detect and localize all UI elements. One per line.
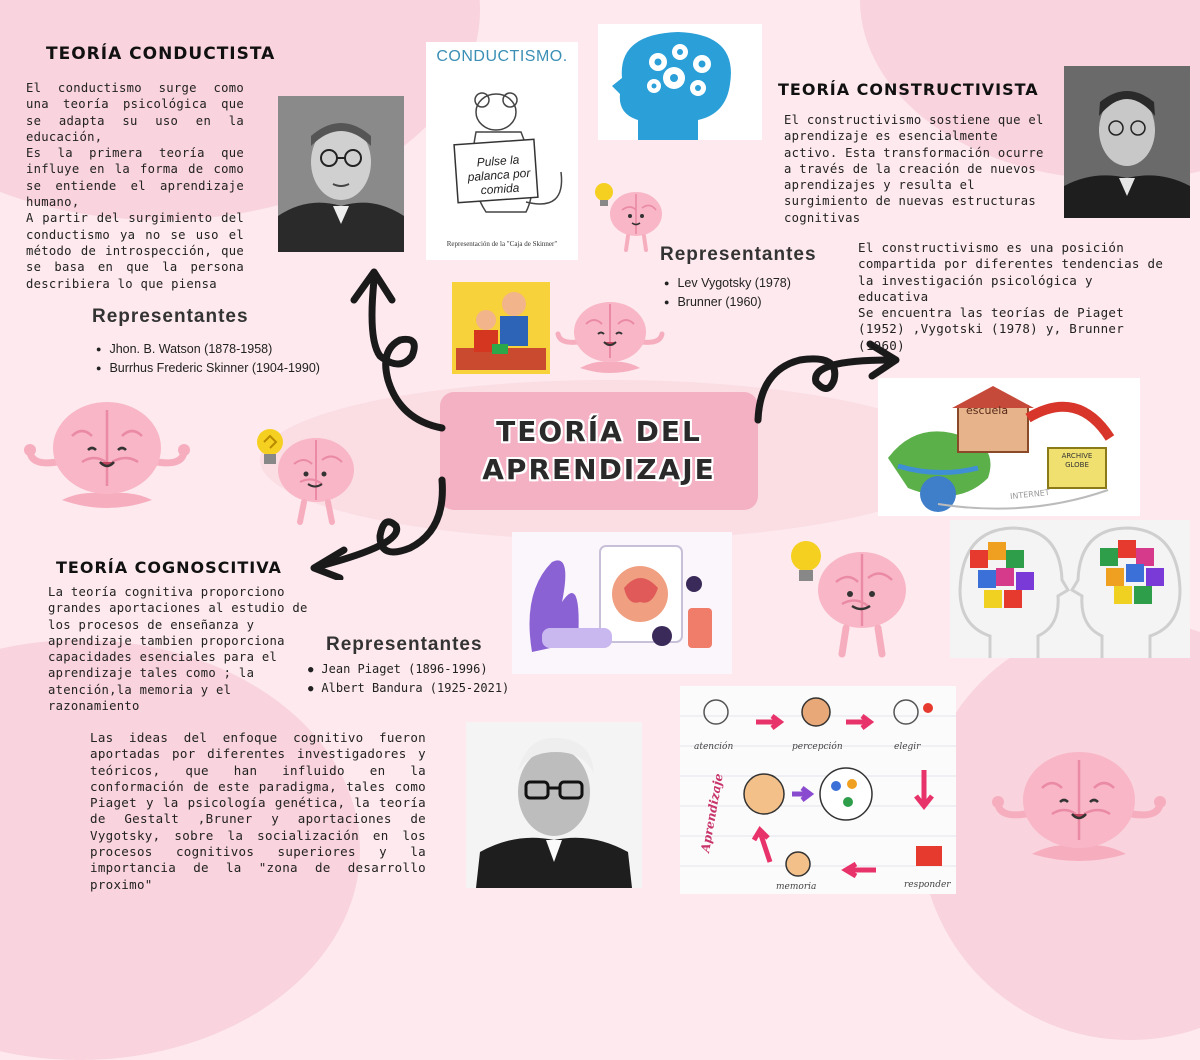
conductista-reps-list bbox=[96, 340, 320, 378]
brain-mascot-idea-left bbox=[250, 420, 360, 526]
rep-watson: ● Jhon. B. Watson (1878-1958) bbox=[96, 340, 320, 359]
arrow-to-conductista bbox=[340, 260, 460, 440]
children-playing-image bbox=[452, 282, 550, 374]
cognition-illustration bbox=[512, 532, 732, 674]
cycle-label-elegir: elegir bbox=[894, 742, 921, 752]
skinner-box-image bbox=[426, 42, 578, 260]
constructivista-reps-title: Representantes bbox=[660, 244, 817, 265]
cognoscitiva-paragraph: La teoría cognitiva proporciono grandes aportaciones al estudio de los procesos de enseñanza y aprendizaje tambien proporciona capacidades esenciales para el aprendizaje tales como ; la atención,la memoria y el razonamiento bbox=[48, 585, 308, 714]
brain-mascot-meditating-left bbox=[22, 396, 192, 514]
constructivista-paragraph: El constructivismo sostiene que el aprendizaje es esencialmente activo. Esta transformación ocurre a través de la creación de nuevos aprendizajes y resulta el surgimiento de nuevas estructuras cognitivas bbox=[784, 113, 1044, 225]
rep-piaget: ● Jean Piaget (1896-1996) bbox=[308, 660, 509, 679]
rep-vygotsky: ● Lev Vygotsky (1978) bbox=[664, 274, 791, 293]
brain-mascot-idea-right bbox=[782, 530, 914, 658]
rep-bandura: ● Albert Bandura (1925-2021) bbox=[308, 679, 509, 698]
conductista-paragraph: El conductismo surge como una teoría psicológica que se adapta su uso en la educación, Es la primera teoría que influye en la forma de como se entiende el aprendizaje humano, A partir del surgimiento del conductismo ya no se uso el método de introspección, que se basa en que la persona describiera lo que piensa bbox=[26, 81, 244, 291]
cycle-side-label: Aprendizaje bbox=[698, 772, 726, 854]
archive-label: ARCHIVE GLOBE bbox=[1061, 452, 1093, 469]
vygotsky-photo bbox=[1064, 66, 1190, 218]
central-title-line1: TEORÍA DEL bbox=[496, 415, 702, 448]
skinner-sign: Pulse la palanca por comida bbox=[467, 152, 531, 198]
conductista-title: TEORÍA CONDUCTISTA bbox=[46, 44, 276, 64]
central-topic-title bbox=[482, 413, 716, 489]
skinner-caption: Representación de la "Caja de Skinner" bbox=[446, 240, 558, 248]
watson-photo bbox=[278, 96, 404, 252]
cycle-label-percepcion: percepción bbox=[792, 742, 843, 752]
cognoscitiva-title: TEORÍA COGNOSCITIVA bbox=[56, 558, 282, 577]
cycle-label-responder: responder bbox=[904, 880, 951, 890]
cognoscitiva-reps-list bbox=[308, 660, 509, 698]
head-gears-image bbox=[598, 24, 762, 140]
puzzle-heads-image bbox=[950, 520, 1190, 658]
internet-label: INTERNET bbox=[1009, 487, 1051, 502]
piaget-photo bbox=[466, 722, 642, 888]
constructivista-paragraph-2: El constructivismo es una posición compartida por diferentes tendencias de la investigación psicológica y educativa Se encuentra las teorías de Piaget (1952) ,Vygotski (1978) y, Brunner (1960) bbox=[858, 240, 1164, 353]
school-internet-image bbox=[878, 378, 1140, 516]
constructivista-reps-list bbox=[664, 274, 791, 312]
brain-mascot-idea-small bbox=[592, 180, 668, 254]
skinner-image-title: CONDUCTISMO. bbox=[436, 48, 568, 65]
learning-cycle-image bbox=[680, 686, 956, 894]
brain-mascot-meditating-small bbox=[554, 296, 666, 376]
conductista-reps-title: Representantes bbox=[92, 306, 249, 327]
rep-skinner: ● Burrhus Frederic Skinner (1904-1990) bbox=[96, 359, 320, 378]
rep-brunner: ● Brunner (1960) bbox=[664, 293, 791, 312]
central-topic-box bbox=[440, 392, 758, 510]
cycle-label-atencion: atención bbox=[694, 742, 734, 752]
constructivista-title: TEORÍA CONSTRUCTIVISTA bbox=[778, 80, 1039, 99]
central-title-line2: APRENDIZAJE bbox=[482, 453, 716, 486]
cognoscitiva-paragraph-2: Las ideas del enfoque cognitivo fueron aportadas por diferentes investigadores y teóricos, que han influido en la conformación de este paradigma, tales como Piaget y la psicología genética, la teoría de Gestalt ,Bruner y aportaciones de Vygotsky, sobre la socialización en los procesos cognitivos superiores y la importancia de la "zona de desarrollo proximo" bbox=[90, 730, 426, 892]
cycle-label-memoria: memoria bbox=[776, 882, 817, 892]
brain-mascot-meditating-right bbox=[990, 744, 1168, 868]
cognoscitiva-reps-title: Representantes bbox=[326, 634, 483, 655]
school-label: escuela bbox=[966, 404, 1009, 417]
